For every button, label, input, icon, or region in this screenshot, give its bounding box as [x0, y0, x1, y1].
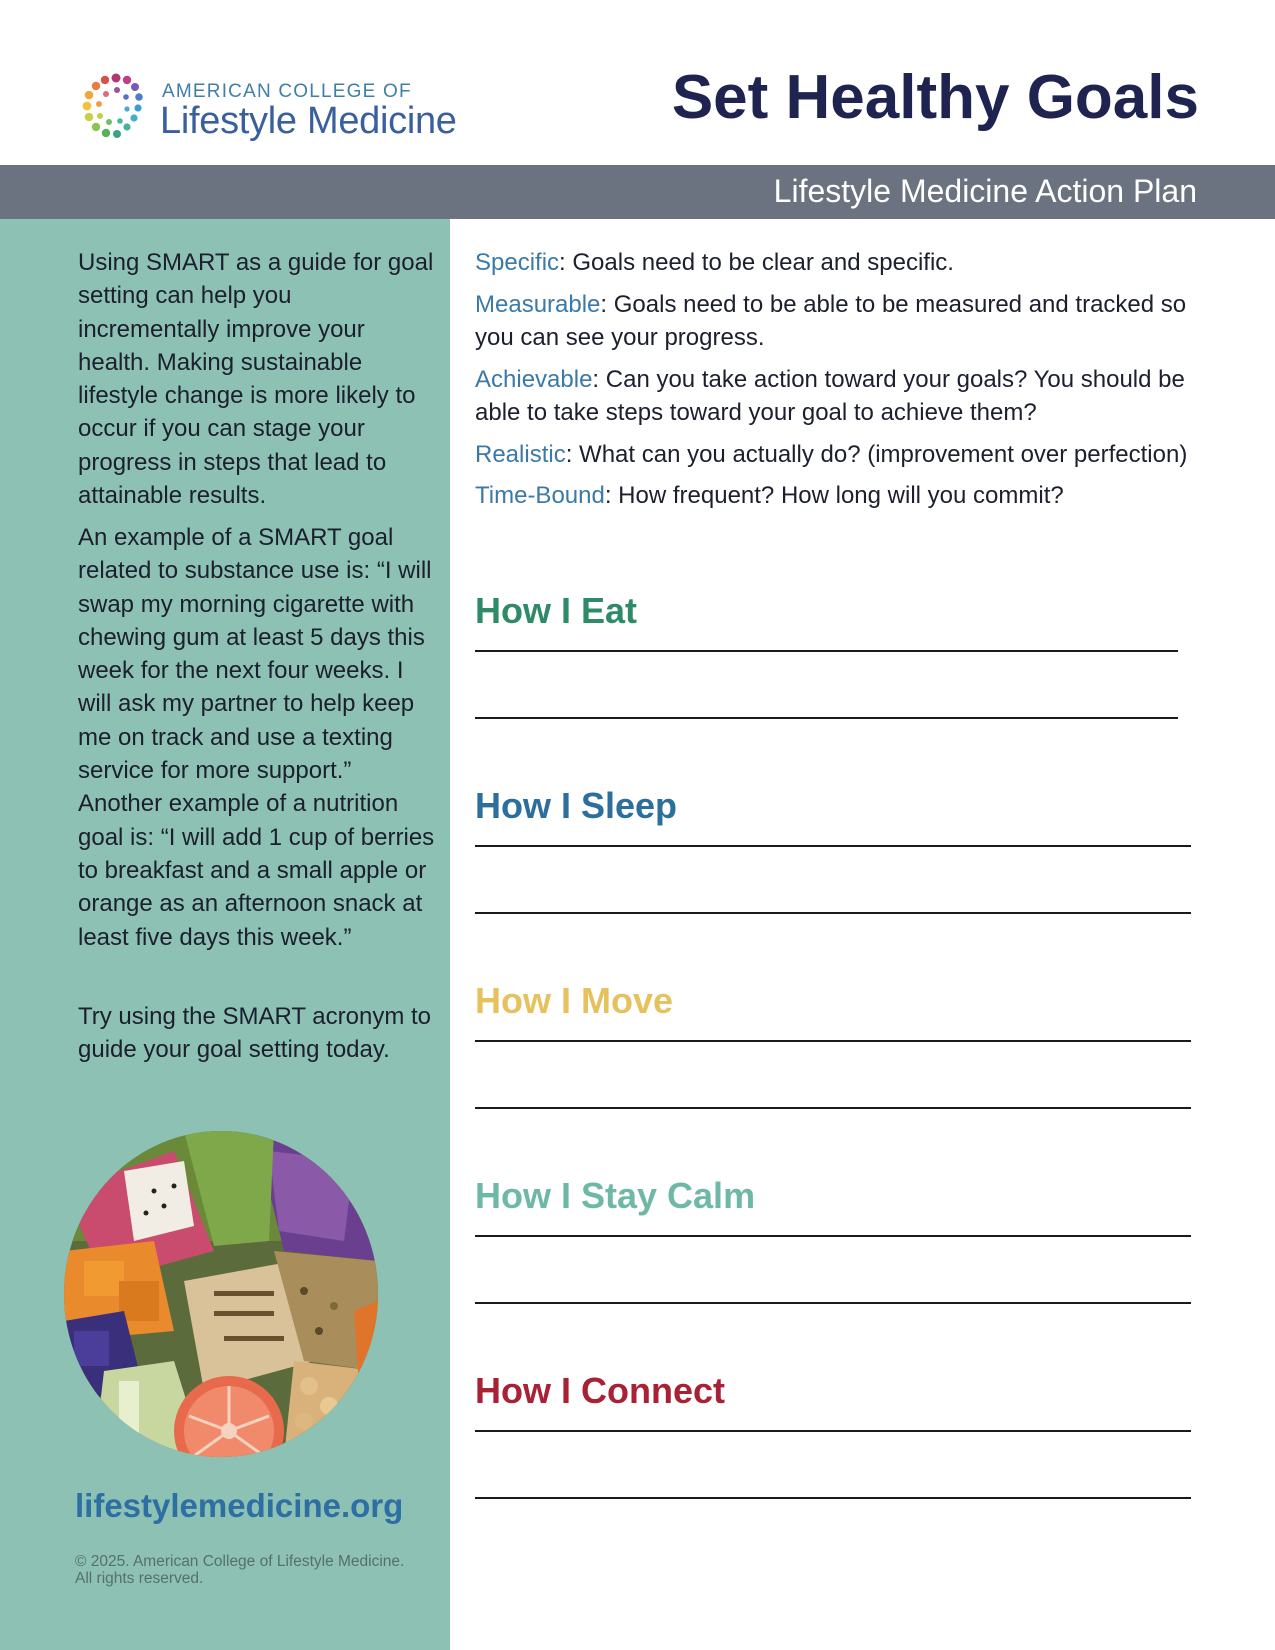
- smart-term: Realistic: [475, 440, 566, 468]
- goal-heading-move: How I Move: [475, 980, 674, 1021]
- acl-logo: [76, 72, 476, 144]
- writing-line[interactable]: [475, 1107, 1191, 1109]
- goal-section-stay-calm: [475, 1175, 1191, 1217]
- page-title: Set Healthy Goals: [671, 63, 1199, 132]
- smart-item-measurable: [475, 288, 1195, 355]
- smart-list: [475, 246, 1195, 521]
- writing-line[interactable]: [475, 1430, 1191, 1432]
- writing-line[interactable]: [475, 912, 1191, 914]
- goal-section-move: [475, 980, 1191, 1022]
- writing-line[interactable]: [475, 717, 1178, 719]
- writing-line[interactable]: [475, 1302, 1191, 1304]
- writing-line[interactable]: [475, 650, 1178, 652]
- copyright-notice: © 2025. American College of Lifestyle Medicine. All rights reserved.: [75, 1553, 405, 1587]
- example-paragraph: An example of a SMART goal related to substance use is: “I will swap my morning cigarette with chewing gum at least 5 days this week for the next four weeks. I will ask my partner to help keep me on track and use a texting service for more support.” Another example of a nutrition goal is: “I will add 1 cup of berries to breakfast and a small apple or orange as an afternoon snack at least five days this week.”: [78, 524, 435, 951]
- smart-item-realistic: [475, 438, 1195, 472]
- intro-paragraph: Using SMART as a guide for goal setting can help you incrementally improve your health. Making sustainable lifestyle change is more likely to occur if you can stage your progress in steps that lead to attainable results.: [78, 249, 434, 510]
- smart-desc: : Can you take action toward your goals? You should be able to take steps toward your goal to achieve them?: [475, 365, 1185, 426]
- website-link[interactable]: lifestylemedicine.org: [75, 1487, 404, 1524]
- smart-desc: : Goals need to be clear and specific.: [559, 249, 954, 276]
- writing-line[interactable]: [475, 1497, 1191, 1499]
- goal-section-sleep: [475, 785, 1191, 827]
- smart-desc: : How frequent? How long will you commit?: [604, 482, 1064, 509]
- smart-item-achievable: [475, 363, 1195, 430]
- smart-item-time-bound: [475, 479, 1195, 513]
- smart-term: Achievable: [475, 365, 593, 393]
- logo-org-name-main: Lifestyle Medicine: [160, 100, 457, 142]
- smart-term: Measurable: [475, 290, 601, 318]
- smart-desc: : Goals need to be able to be measured and tracked so you can see your progress.: [475, 290, 1187, 351]
- goal-section-eat: [475, 590, 1191, 632]
- sidebar: [0, 219, 450, 1650]
- writing-line[interactable]: [475, 1040, 1191, 1042]
- subtitle-bar: [0, 165, 1275, 219]
- goal-heading-stay-calm: How I Stay Calm: [475, 1175, 756, 1216]
- smart-desc: : What can you actually do? (improvement over perfection): [565, 440, 1188, 468]
- call-to-action-paragraph: Try using the SMART acronym to guide your goal setting today.: [78, 1003, 432, 1064]
- goal-heading-connect: How I Connect: [475, 1370, 725, 1411]
- smart-term: Specific: [475, 249, 560, 276]
- food-bowl-image: [64, 1131, 378, 1457]
- logo-dots-icon: [76, 72, 156, 144]
- writing-line[interactable]: [475, 845, 1191, 847]
- logo-org-name: AMERICAN COLLEGE OF: [162, 81, 412, 102]
- subtitle-text: Lifestyle Medicine Action Plan: [773, 173, 1197, 209]
- goal-section-connect: [475, 1370, 1191, 1412]
- smart-term: Time-Bound: [475, 482, 605, 509]
- writing-line[interactable]: [475, 1235, 1191, 1237]
- goal-heading-eat: How I Eat: [475, 590, 638, 631]
- goal-heading-sleep: How I Sleep: [475, 785, 678, 826]
- smart-item-specific: [475, 246, 1195, 280]
